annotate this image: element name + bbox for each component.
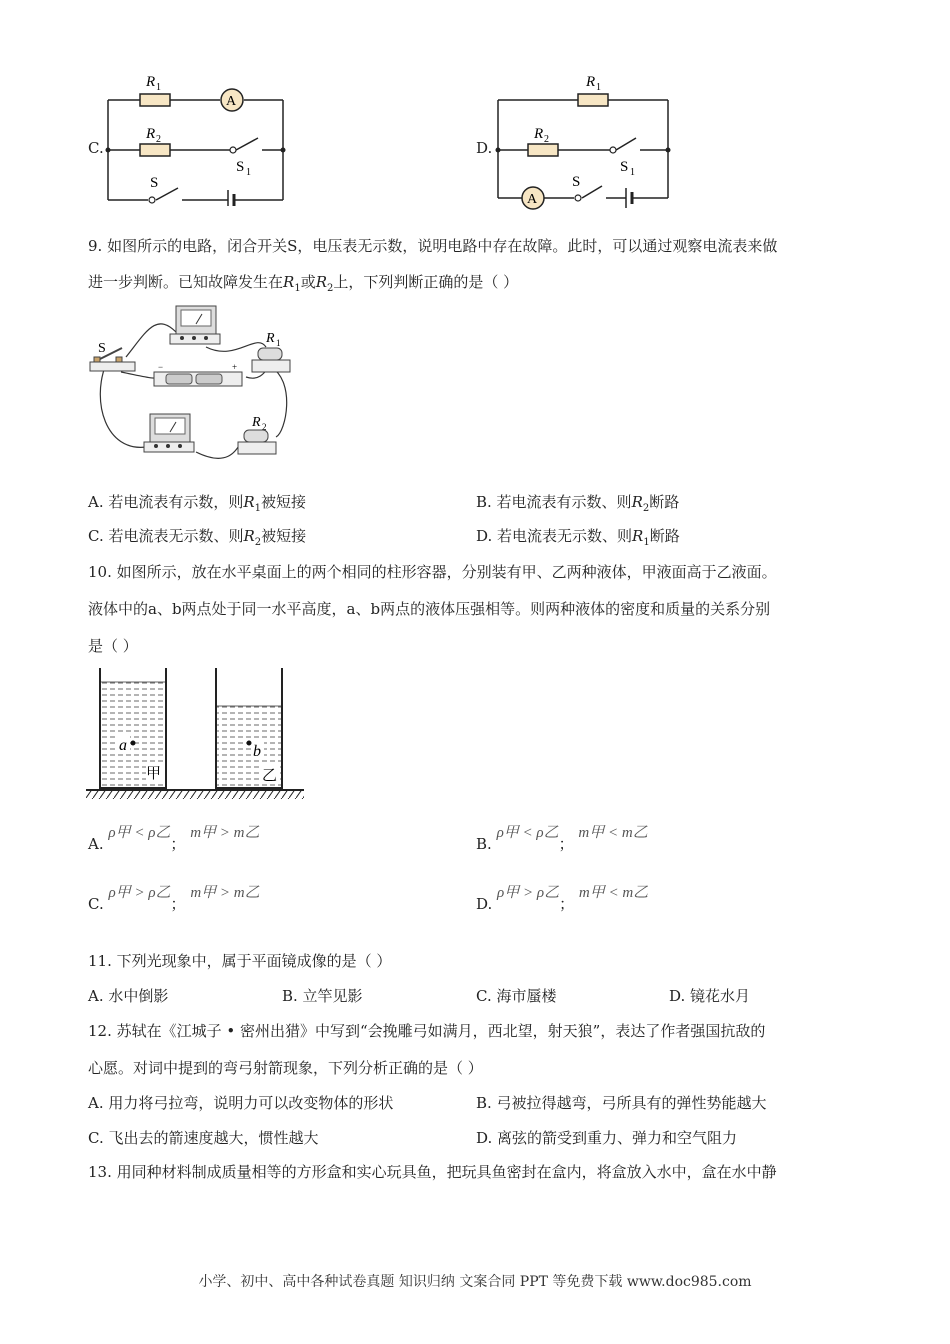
svg-text:甲: 甲	[146, 766, 162, 782]
q12-option-c[interactable]: C. 飞出去的箭速度越大，惯性越大	[88, 1129, 319, 1147]
ammeter-icon	[144, 414, 194, 452]
svg-text:乙: 乙	[262, 768, 278, 784]
svg-text:R: R	[146, 74, 156, 90]
q9-option-a[interactable]: A. 若电流表有示数，则$R_1$被短接	[88, 493, 307, 514]
svg-text:b: b	[253, 743, 261, 760]
q9-stem-line2: 进一步判断。已知故障发生在$R_1$或$R_2$上，下列判断正确的是（ ）	[88, 273, 519, 294]
q11-option-b[interactable]: B. 立竿见影	[282, 987, 363, 1005]
resistor-r2-icon	[238, 430, 276, 454]
svg-text:R: R	[534, 126, 544, 142]
circuit-c-diagram	[100, 66, 300, 206]
q10-stem-line1: 10. 如图所示，放在水平桌面上的两个相同的柱形容器，分别装有甲、乙两种液体，甲液面高于乙液面。	[88, 563, 777, 581]
svg-text:S: S	[236, 159, 245, 175]
q12-option-d[interactable]: D. 离弦的箭受到重力、弹力和空气阻力	[476, 1129, 738, 1147]
svg-text:1: 1	[156, 82, 161, 93]
svg-text:R: R	[146, 126, 156, 142]
option-d-label: D.	[476, 139, 493, 157]
svg-text:+: +	[232, 362, 238, 372]
circuit-d-diagram	[490, 66, 690, 211]
q12-stem-line2: 心愿。对词中提到的弯弓射箭现象，下列分析正确的是（ ）	[88, 1059, 483, 1077]
q11-option-c[interactable]: C. 海市蜃楼	[476, 987, 557, 1005]
svg-text:2: 2	[156, 134, 161, 145]
q9-option-b[interactable]: B. 若电流表有示数、则$R_2$断路	[476, 493, 680, 514]
q10-option-c[interactable]: C. ρ甲 > ρ乙； m甲 > m乙	[88, 885, 260, 913]
svg-text:S: S	[572, 174, 581, 190]
q10-stem-line2: 液体中的a、b两点处于同一水平高度，a、b两点的液体压强相等。则两种液体的密度和质量的关系分别	[88, 600, 771, 618]
svg-text:2: 2	[544, 134, 549, 145]
q12-stem-line1: 12. 苏轼在《江城子 • 密州出猎》中写到“会挽雕弓如满月，西北望，射天狼”，表达了作者强国抗敌的	[88, 1022, 766, 1040]
q11-stem: 11. 下列光现象中，属于平面镜成像的是（ ）	[88, 952, 392, 970]
battery-icon	[154, 362, 242, 386]
svg-text:a: a	[119, 737, 127, 754]
q9-stem-line1: 9. 如图所示的电路，闭合开关S，电压表无示数，说明电路中存在故障。此时，可以通过观察电流表来做	[88, 237, 778, 255]
q9-circuit-photo	[86, 302, 306, 467]
svg-text:R: R	[266, 331, 275, 346]
q10-option-d[interactable]: D. ρ甲 > ρ乙； m甲 < m乙	[476, 885, 649, 913]
q10-option-b[interactable]: B. ρ甲 < ρ乙； m甲 < m乙	[476, 825, 648, 853]
svg-text:R: R	[586, 74, 596, 90]
page-footer: 小学、初中、高中各种试卷真题 知识归纳 文案合同 PPT 等免费下载 www.doc985.com	[198, 1274, 752, 1290]
q13-stem-line1: 13. 用同种材料制成质量相等的方形盒和实心玩具鱼，把玩具鱼密封在盒内，将盒放入水中，盒在水中静	[88, 1163, 777, 1181]
svg-text:A: A	[226, 94, 237, 109]
resistor-r1-icon	[252, 348, 290, 372]
q11-option-d[interactable]: D. 镜花水月	[669, 987, 751, 1005]
svg-text:1: 1	[630, 167, 635, 178]
q9-option-d[interactable]: D. 若电流表无示数、则$R_1$断路	[476, 527, 680, 548]
switch-icon	[90, 348, 135, 371]
svg-text:−: −	[158, 362, 164, 372]
q12-option-b[interactable]: B. 弓被拉得越弯，弓所具有的弹性势能越大	[476, 1094, 767, 1112]
svg-text:R: R	[252, 415, 261, 430]
option-c-label: C.	[88, 139, 104, 157]
svg-text:S: S	[620, 159, 629, 175]
q10-option-a[interactable]: A. ρ甲 < ρ乙； m甲 > m乙	[88, 825, 260, 853]
svg-text:A: A	[527, 192, 538, 207]
q11-option-a[interactable]: A. 水中倒影	[88, 987, 169, 1005]
svg-text:1: 1	[246, 167, 251, 178]
svg-text:S: S	[98, 341, 106, 356]
voltmeter-icon	[170, 306, 220, 344]
svg-text:1: 1	[276, 338, 281, 348]
svg-text:S: S	[150, 175, 159, 191]
q10-stem-line3: 是（ ）	[88, 637, 138, 655]
q9-option-c[interactable]: C. 若电流表无示数、则$R_2$被短接	[88, 527, 307, 548]
q10-containers-figure	[86, 668, 308, 802]
q12-option-a[interactable]: A. 用力将弓拉弯，说明力可以改变物体的形状	[88, 1094, 394, 1112]
svg-text:2: 2	[262, 422, 267, 432]
svg-text:1: 1	[596, 82, 601, 93]
